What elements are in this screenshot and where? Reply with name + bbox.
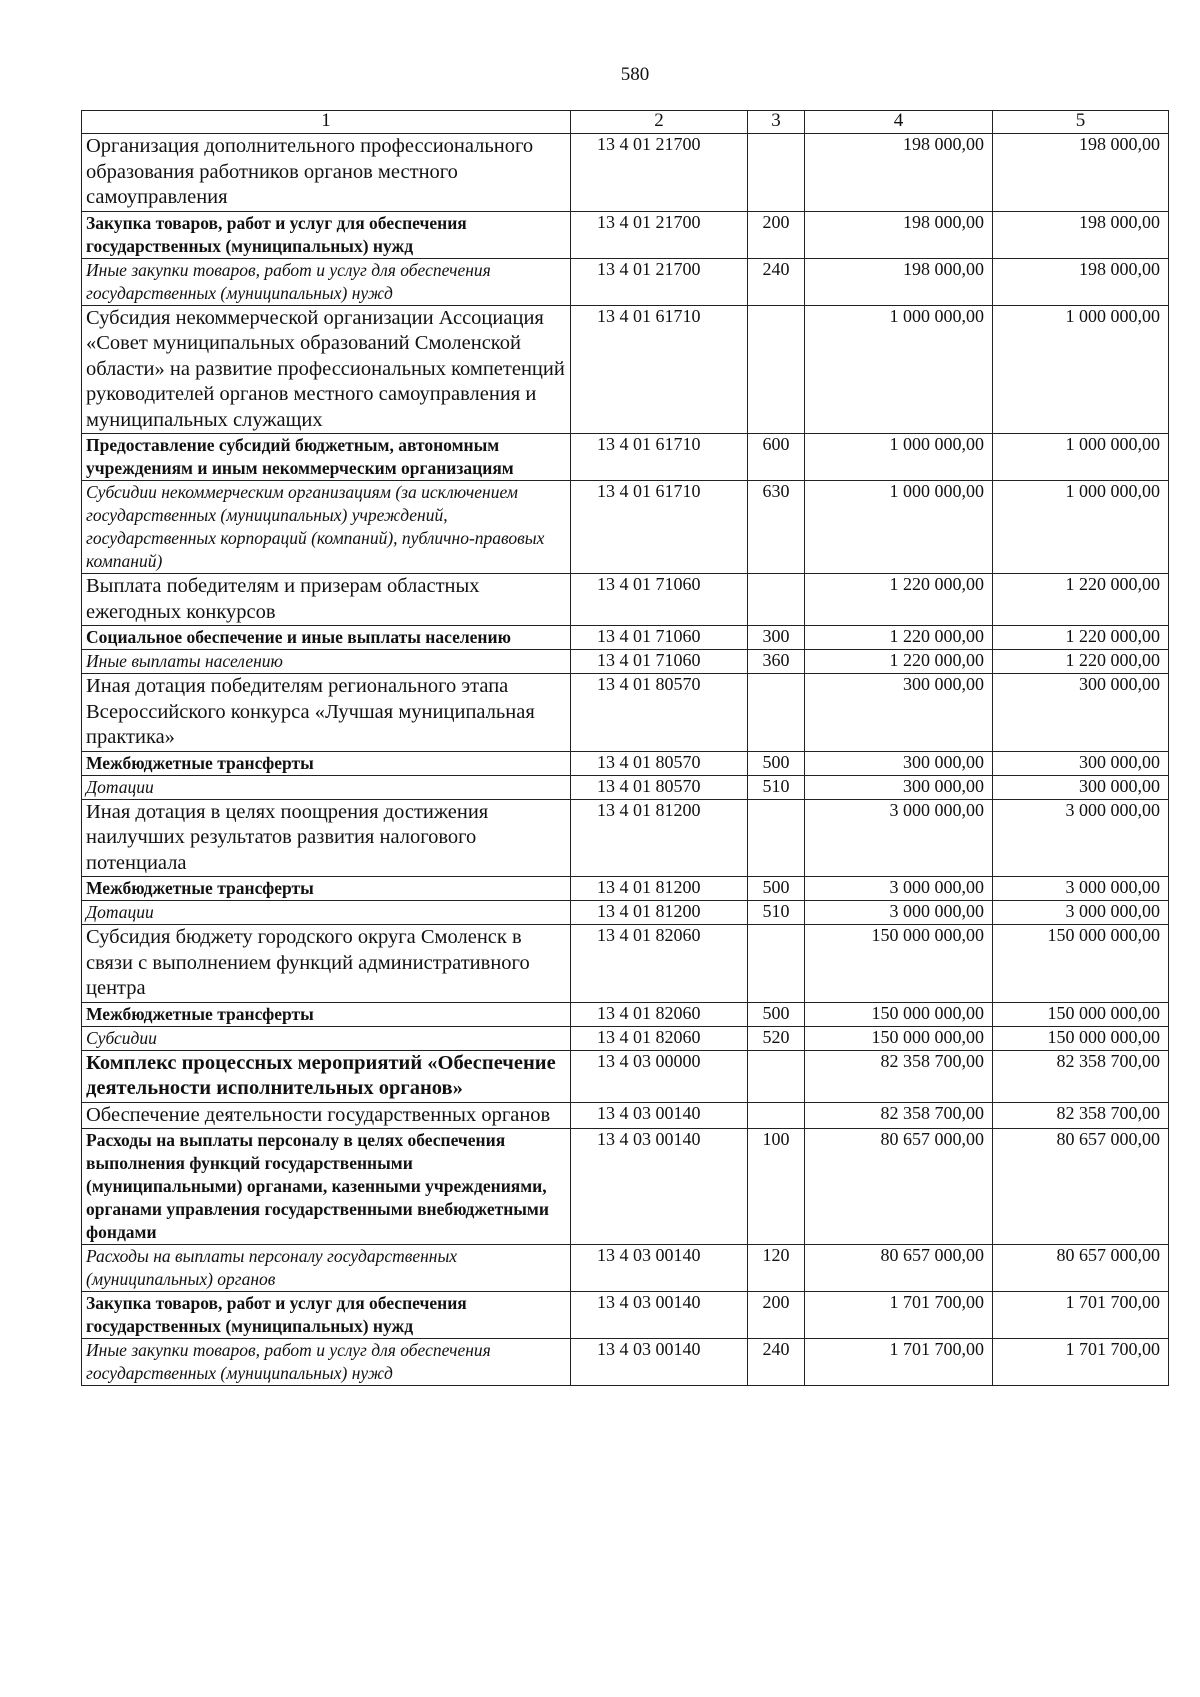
row-amount-cell: 198 000,00 <box>993 134 1169 212</box>
row-amount-cell: 82 358 700,00 <box>993 1102 1169 1129</box>
row-code-cell: 13 4 01 61710 <box>571 481 748 574</box>
row-code-cell: 13 4 01 82060 <box>571 1002 748 1026</box>
row-type-cell <box>748 799 805 877</box>
row-amount-cell: 300 000,00 <box>993 674 1169 752</box>
row-amount-cell: 1 220 000,00 <box>993 574 1169 626</box>
table-row <box>82 1050 1169 1102</box>
row-code-cell: 13 4 01 82060 <box>571 1026 748 1050</box>
row-code-cell: 13 4 01 21700 <box>571 134 748 212</box>
column-header: 5 <box>993 111 1169 134</box>
row-code-cell: 13 4 03 00140 <box>571 1339 748 1386</box>
table-row <box>82 1002 1169 1026</box>
row-amount-cell: 80 657 000,00 <box>993 1129 1169 1245</box>
row-name-cell: Иная дотация в целях поощрения достижения наилучших результатов развития налогового потенциала <box>82 799 571 877</box>
table-row <box>82 305 1169 434</box>
row-code-cell: 13 4 03 00140 <box>571 1102 748 1129</box>
row-code-cell: 13 4 03 00140 <box>571 1129 748 1245</box>
row-name-cell: Иные выплаты населению <box>82 650 571 674</box>
row-code-cell: 13 4 01 61710 <box>571 305 748 434</box>
row-code-cell: 13 4 01 61710 <box>571 434 748 481</box>
table-row <box>82 1245 1169 1292</box>
row-amount-cell: 3 000 000,00 <box>993 799 1169 877</box>
row-amount-cell: 80 657 000,00 <box>805 1129 993 1245</box>
row-amount-cell: 1 000 000,00 <box>993 481 1169 574</box>
table-row <box>82 650 1169 674</box>
table-row <box>82 1292 1169 1339</box>
column-header: 1 <box>82 111 571 134</box>
row-amount-cell: 198 000,00 <box>805 134 993 212</box>
row-amount-cell: 82 358 700,00 <box>993 1050 1169 1102</box>
table-row <box>82 1129 1169 1245</box>
table-row <box>82 775 1169 799</box>
row-name-cell: Закупка товаров, работ и услуг для обеспечения государственных (муниципальных) нужд <box>82 211 571 258</box>
row-amount-cell: 82 358 700,00 <box>805 1050 993 1102</box>
table-row <box>82 1102 1169 1129</box>
row-amount-cell: 198 000,00 <box>805 211 993 258</box>
table-row <box>82 134 1169 212</box>
row-type-cell <box>748 134 805 212</box>
row-type-cell: 240 <box>748 1339 805 1386</box>
table-row <box>82 481 1169 574</box>
column-header: 3 <box>748 111 805 134</box>
row-amount-cell: 1 000 000,00 <box>993 305 1169 434</box>
row-amount-cell: 3 000 000,00 <box>993 877 1169 901</box>
row-type-cell <box>748 305 805 434</box>
row-type-cell: 120 <box>748 1245 805 1292</box>
row-amount-cell: 3 000 000,00 <box>805 799 993 877</box>
table-row <box>82 799 1169 877</box>
row-amount-cell: 198 000,00 <box>993 211 1169 258</box>
table-row <box>82 877 1169 901</box>
row-type-cell: 100 <box>748 1129 805 1245</box>
row-amount-cell: 80 657 000,00 <box>993 1245 1169 1292</box>
row-amount-cell: 3 000 000,00 <box>805 877 993 901</box>
row-name-cell: Межбюджетные трансферты <box>82 1002 571 1026</box>
row-code-cell: 13 4 03 00000 <box>571 1050 748 1102</box>
row-name-cell: Иная дотация победителям регионального этапа Всероссийского конкурса «Лучшая муниципальная практика» <box>82 674 571 752</box>
row-name-cell: Выплата победителям и призерам областных ежегодных конкурсов <box>82 574 571 626</box>
column-header: 4 <box>805 111 993 134</box>
row-type-cell: 200 <box>748 1292 805 1339</box>
row-code-cell: 13 4 01 81200 <box>571 799 748 877</box>
row-amount-cell: 1 701 700,00 <box>993 1339 1169 1386</box>
table-row <box>82 751 1169 775</box>
row-name-cell: Расходы на выплаты персоналу государственных (муниципальных) органов <box>82 1245 571 1292</box>
row-type-cell <box>748 925 805 1003</box>
row-name-cell: Обеспечение деятельности государственных органов <box>82 1102 571 1129</box>
row-name-cell: Иные закупки товаров, работ и услуг для обеспечения государственных (муниципальных) нужд <box>82 258 571 305</box>
row-amount-cell: 150 000 000,00 <box>993 925 1169 1003</box>
row-name-cell: Межбюджетные трансферты <box>82 877 571 901</box>
row-name-cell: Предоставление субсидий бюджетным, автономным учреждениям и иным некоммерческим организациям <box>82 434 571 481</box>
row-type-cell: 630 <box>748 481 805 574</box>
table-row <box>82 434 1169 481</box>
row-amount-cell: 300 000,00 <box>993 775 1169 799</box>
row-amount-cell: 1 000 000,00 <box>805 481 993 574</box>
row-amount-cell: 300 000,00 <box>805 674 993 752</box>
row-amount-cell: 1 220 000,00 <box>993 626 1169 650</box>
row-code-cell: 13 4 01 81200 <box>571 901 748 925</box>
row-amount-cell: 1 701 700,00 <box>805 1292 993 1339</box>
row-amount-cell: 1 701 700,00 <box>993 1292 1169 1339</box>
row-type-cell <box>748 674 805 752</box>
row-amount-cell: 150 000 000,00 <box>993 1002 1169 1026</box>
page-number: 580 <box>620 64 650 85</box>
row-name-cell: Дотации <box>82 775 571 799</box>
row-amount-cell: 1 220 000,00 <box>805 626 993 650</box>
row-name-cell: Субсидия некоммерческой организации Ассоциация «Совет муниципальных образований Смоленской области» на развитие профессиональных компетенций руководителей органов местного самоуправления и муниципальных служащих <box>82 305 571 434</box>
row-code-cell: 13 4 01 71060 <box>571 574 748 626</box>
row-amount-cell: 1 000 000,00 <box>805 434 993 481</box>
row-name-cell: Субсидии некоммерческим организациям (за исключением государственных (муниципальных) учреждений, государственных корпораций (компаний), публично-правовых компаний) <box>82 481 571 574</box>
row-code-cell: 13 4 01 80570 <box>571 751 748 775</box>
table-row <box>82 1339 1169 1386</box>
row-type-cell: 600 <box>748 434 805 481</box>
row-type-cell: 500 <box>748 877 805 901</box>
row-name-cell: Субсидия бюджету городского округа Смоленск в связи с выполнением функций административного центра <box>82 925 571 1003</box>
row-type-cell: 510 <box>748 901 805 925</box>
table-header-row <box>82 111 1169 134</box>
table-row <box>82 901 1169 925</box>
row-code-cell: 13 4 03 00140 <box>571 1245 748 1292</box>
row-name-cell: Комплекс процессных мероприятий «Обеспечение деятельности исполнительных органов» <box>82 1050 571 1102</box>
table-row <box>82 1026 1169 1050</box>
row-name-cell: Организация дополнительного профессионального образования работников органов местного самоуправления <box>82 134 571 212</box>
row-amount-cell: 150 000 000,00 <box>805 1002 993 1026</box>
budget-table <box>81 110 1169 1386</box>
row-type-cell <box>748 574 805 626</box>
table-row <box>82 211 1169 258</box>
table-row <box>82 626 1169 650</box>
column-header: 2 <box>571 111 748 134</box>
row-type-cell: 520 <box>748 1026 805 1050</box>
row-type-cell: 240 <box>748 258 805 305</box>
row-amount-cell: 3 000 000,00 <box>993 901 1169 925</box>
row-type-cell <box>748 1102 805 1129</box>
row-type-cell: 300 <box>748 626 805 650</box>
row-name-cell: Расходы на выплаты персоналу в целях обеспечения выполнения функций государственными (муниципальными) органами, казенными учреждениями, органами управления государственными внебюджетными фондами <box>82 1129 571 1245</box>
row-type-cell: 200 <box>748 211 805 258</box>
row-code-cell: 13 4 01 80570 <box>571 775 748 799</box>
row-code-cell: 13 4 01 21700 <box>571 258 748 305</box>
row-amount-cell: 1 220 000,00 <box>805 650 993 674</box>
row-type-cell: 500 <box>748 1002 805 1026</box>
row-amount-cell: 300 000,00 <box>993 751 1169 775</box>
row-name-cell: Межбюджетные трансферты <box>82 751 571 775</box>
row-type-cell: 500 <box>748 751 805 775</box>
row-amount-cell: 82 358 700,00 <box>805 1102 993 1129</box>
row-amount-cell: 150 000 000,00 <box>805 925 993 1003</box>
row-amount-cell: 198 000,00 <box>993 258 1169 305</box>
table-row <box>82 674 1169 752</box>
row-name-cell: Закупка товаров, работ и услуг для обеспечения государственных (муниципальных) нужд <box>82 1292 571 1339</box>
row-code-cell: 13 4 03 00140 <box>571 1292 748 1339</box>
row-amount-cell: 300 000,00 <box>805 775 993 799</box>
row-name-cell: Социальное обеспечение и иные выплаты населению <box>82 626 571 650</box>
row-type-cell <box>748 1050 805 1102</box>
row-code-cell: 13 4 01 71060 <box>571 650 748 674</box>
row-type-cell: 360 <box>748 650 805 674</box>
row-amount-cell: 198 000,00 <box>805 258 993 305</box>
row-amount-cell: 150 000 000,00 <box>805 1026 993 1050</box>
row-code-cell: 13 4 01 21700 <box>571 211 748 258</box>
row-code-cell: 13 4 01 71060 <box>571 626 748 650</box>
row-name-cell: Дотации <box>82 901 571 925</box>
row-amount-cell: 1 701 700,00 <box>805 1339 993 1386</box>
row-type-cell: 510 <box>748 775 805 799</box>
row-code-cell: 13 4 01 80570 <box>571 674 748 752</box>
row-amount-cell: 1 000 000,00 <box>993 434 1169 481</box>
row-amount-cell: 1 220 000,00 <box>993 650 1169 674</box>
row-amount-cell: 300 000,00 <box>805 751 993 775</box>
table-row <box>82 925 1169 1003</box>
row-amount-cell: 1 000 000,00 <box>805 305 993 434</box>
row-code-cell: 13 4 01 81200 <box>571 877 748 901</box>
table-row <box>82 258 1169 305</box>
row-code-cell: 13 4 01 82060 <box>571 925 748 1003</box>
table-row <box>82 574 1169 626</box>
row-name-cell: Субсидии <box>82 1026 571 1050</box>
row-amount-cell: 80 657 000,00 <box>805 1245 993 1292</box>
row-name-cell: Иные закупки товаров, работ и услуг для обеспечения государственных (муниципальных) нужд <box>82 1339 571 1386</box>
row-amount-cell: 150 000 000,00 <box>993 1026 1169 1050</box>
row-amount-cell: 1 220 000,00 <box>805 574 993 626</box>
row-amount-cell: 3 000 000,00 <box>805 901 993 925</box>
